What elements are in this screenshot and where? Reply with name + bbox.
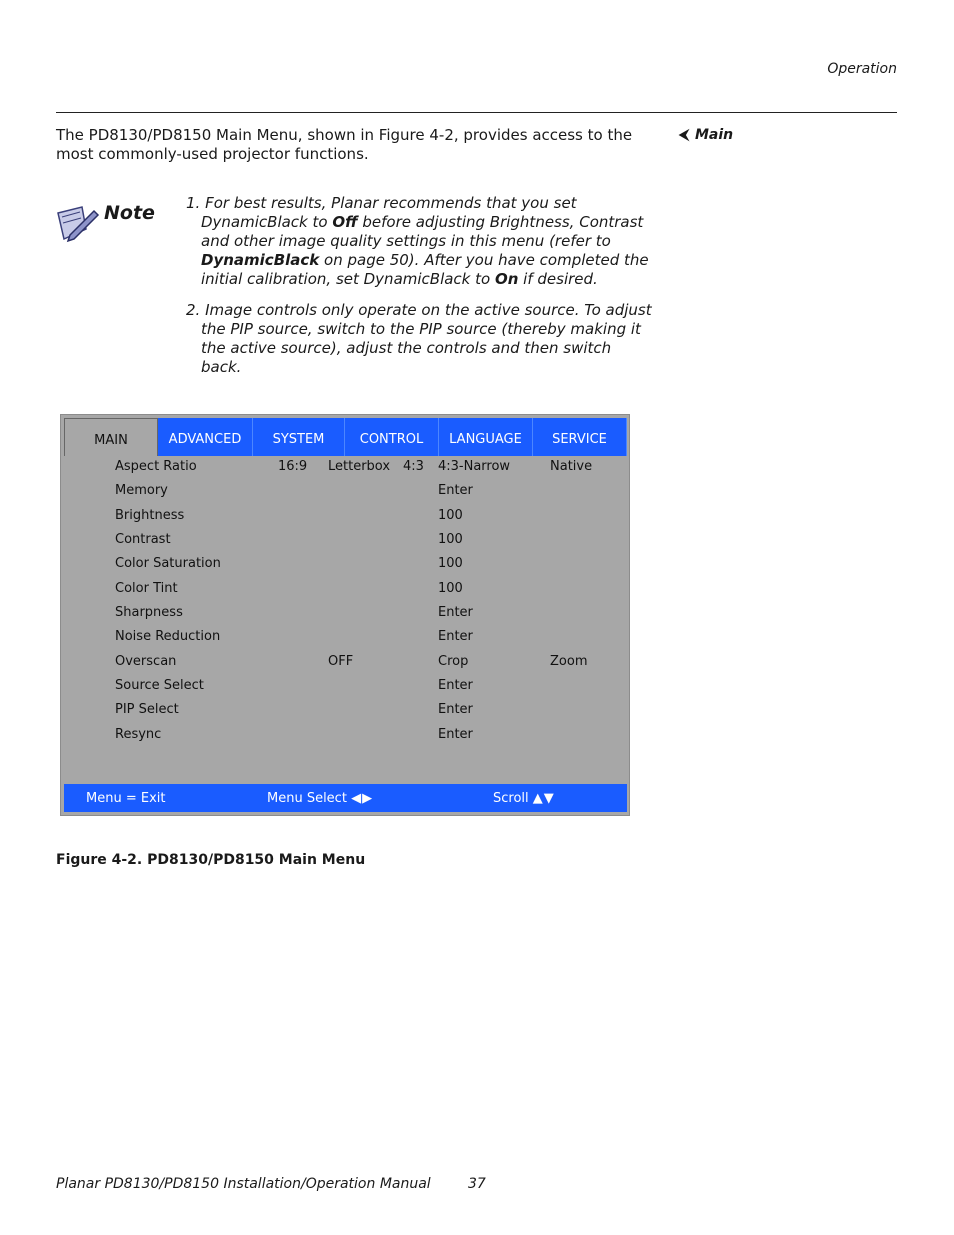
menu-exit-hint: Menu = Exit [86,791,166,806]
tab-advanced[interactable]: ADVANCED [158,418,253,456]
tab-main[interactable]: MAIN [64,418,158,456]
note-item-2: 2. Image controls only operate on the active source. To adjust the PIP source, switch to the PIP source (thereby making it the active source), adjust the controls and then switch back. [186,301,652,376]
row-value: Enter [438,629,473,644]
menu-row-aspect-ratio[interactable] [61,459,629,483]
menu-row-color-saturation[interactable] [61,556,629,580]
row-value: 100 [438,581,463,596]
note-label: Note [104,202,155,224]
row-label: Brightness [115,508,185,523]
menu-row-brightness[interactable] [61,508,629,532]
note-item-1: 1. For best results, Planar recommends that you set DynamicBlack to Off before adjusting Brightness, Contrast and other image quality settings in this menu (refer to DynamicBlack on page 50). After you have completed the initial calibration, set DynamicBlack to On if desired. [186,194,649,288]
menu-select-hint: Menu Select ◀▶ [267,791,374,806]
menu-row-pip-select[interactable] [61,702,629,726]
side-heading-label: Main [694,127,734,143]
row-label: Sharpness [115,605,183,620]
row-value: Enter [438,678,473,693]
row-value: Enter [438,702,473,717]
menu-row-sharpness[interactable] [61,605,629,629]
row-label: PIP Select [115,702,179,717]
side-heading [679,127,733,143]
tab-control[interactable]: CONTROL [345,418,439,456]
row-label: Color Saturation [115,556,221,571]
row-label: Noise Reduction [115,629,221,644]
menu-row-resync[interactable] [61,727,629,751]
row-value: Enter [438,727,473,742]
menu-help-bar [64,784,627,812]
menu-row-noise-reduction[interactable] [61,629,629,653]
row-label: Resync [115,727,162,742]
note-pencil-icon [56,203,100,247]
tab-service[interactable]: SERVICE [533,418,627,456]
menu-tab-bar [64,418,627,456]
menu-row-color-tint[interactable] [61,581,629,605]
option-zoom[interactable]: Zoom [550,654,588,669]
option-off[interactable]: OFF [328,654,354,669]
left-right-arrows-icon: ◀▶ [351,791,374,806]
menu-row-memory[interactable] [61,483,629,507]
tab-language[interactable]: LANGUAGE [439,418,533,456]
page-number: 37 [468,1176,486,1192]
pointer-arrow-icon: ⮜ [679,127,689,143]
header-rule [56,112,897,113]
option-crop[interactable]: Crop [438,654,469,669]
menu-row-overscan[interactable] [61,654,629,678]
row-value: Enter [438,483,473,498]
menu-row-contrast[interactable] [61,532,629,556]
running-header: Operation [827,61,897,77]
row-label: Aspect Ratio [115,459,197,474]
row-label: Overscan [115,654,177,669]
option-letterbox[interactable]: Letterbox [328,459,391,474]
option-16-9[interactable]: 16:9 [278,459,308,474]
row-value: Enter [438,605,473,620]
row-value: 100 [438,532,463,547]
option-native[interactable]: Native [550,459,593,474]
note-list [186,194,656,389]
row-label: Contrast [115,532,171,547]
scroll-hint: Scroll ▲▼ [493,791,555,806]
osd-main-menu [60,414,630,816]
menu-row-source-select[interactable] [61,678,629,702]
row-label: Color Tint [115,581,178,596]
footer-title: Planar PD8130/PD8150 Installation/Operation Manual [56,1176,431,1192]
row-label: Memory [115,483,168,498]
row-label: Source Select [115,678,204,693]
figure-caption: Figure 4-2. PD8130/PD8150 Main Menu [56,852,366,868]
row-value: 100 [438,508,463,523]
row-value: 100 [438,556,463,571]
option-4-3[interactable]: 4:3 [403,459,424,474]
up-down-arrows-icon: ▲▼ [532,791,555,806]
option-4-3-narrow[interactable]: 4:3-Narrow [438,459,511,474]
tab-system[interactable]: SYSTEM [253,418,345,456]
intro-paragraph: The PD8130/PD8150 Main Menu, shown in Figure 4-2, provides access to the most commonly-used projector functions. [56,126,633,163]
